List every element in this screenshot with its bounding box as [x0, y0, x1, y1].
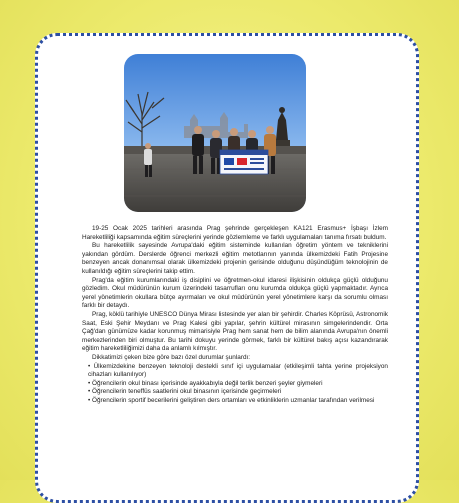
article-paragraph-2: Bu hareketlilik sayesinde Avrupa'daki eğitim sisteminde kullanılan öğretim yöntem ve tekniklerini yakından gördüm. Derslerde öğrenci merkezli eğitim metotlarının yanında ülkemizdeki Fatih Projesine benzeyen ancak donanımsal olarak ülkemizdeki projenin gerisinde olduğunu düşündüğüm teknolojinin de kullanıldığı eğitim süreçlerini takip ettim.	[82, 242, 388, 275]
list-item: • Öğrencilerin okul binası içerisinde ayakkabıyla değil terlik benzeri şeyler giymeleri	[88, 379, 323, 387]
list-item: • Öğrencilerin teneffüs saatlerini okul binasının içerisinde geçirmeleri	[88, 388, 282, 396]
group-photo-charles-bridge	[124, 54, 306, 212]
article-paragraph-4: Prag, köklü tarihiyle UNESCO Dünya Mirası listesinde yer alan bir şehirdir. Charles Köprüsü, Astronomik Saat, Eski Şehir Meydanı ve Prag Kalesi gibi yapılar, şehrin kültürel mirasının simgelerindendir. Orta Çağ'dan günümüze kadar korunmuş mimarisiyle Prag hem sanat hem de bilim alanında Avrupa'nın önemli merkezlerinden biri olmuştur. Bu tarihi dokuyu yerinde görmek, farklı bir kültürel bakış açısı kazandırarak eğitim hareketliliğimizi daha da anlamlı kılmıştır.	[82, 310, 388, 353]
article-paragraph-3: Prag'da eğitim kurumlarındaki iş disiplini ve öğretmen-okul idaresi ilişkisinin oldukça güçlü olduğunu gözledim. Okul müdürünün kurum üzerindeki tasarrufları onu kurumda oldukça güçlü yapmaktadır. Ayrıca yerel yönetimlerin okullara bütçe ayırmaları ve okul müdürünün yerel yönetimlere karşı da sorumlu olması farklı bir detaydı.	[82, 276, 388, 310]
observation-list	[82, 363, 388, 406]
list-item: • Ülkemizdekine benzeyen teknoloji destekli sınıf içi uygulamalar (etkileşimli tahta yerine projeksiyon cihazları kullanılıyor)	[88, 362, 388, 379]
list-item: • Öğrencilerin sportif becerilerini geliştiren ders ortamları ve etkinliklerin uzmanlar tarafından verilmesi	[88, 396, 375, 404]
photo-illustration	[124, 54, 306, 212]
article-paragraph-1: 19-25 Ocak 2025 tarihleri arasında Prag şehrinde gerçekleşen KA121 Erasmus+ İşbaşı İzlem Hareketliliği kapsamında eğitim süreçlerini yerinde gözlemleme ve farklı uygulamaları tanıma fırsatı buldum.	[82, 225, 388, 241]
article-paragraph-5: Dikkatimizi çeken bize göre bazı özel durumlar şunlardı:	[92, 353, 251, 361]
article-text	[82, 225, 388, 405]
